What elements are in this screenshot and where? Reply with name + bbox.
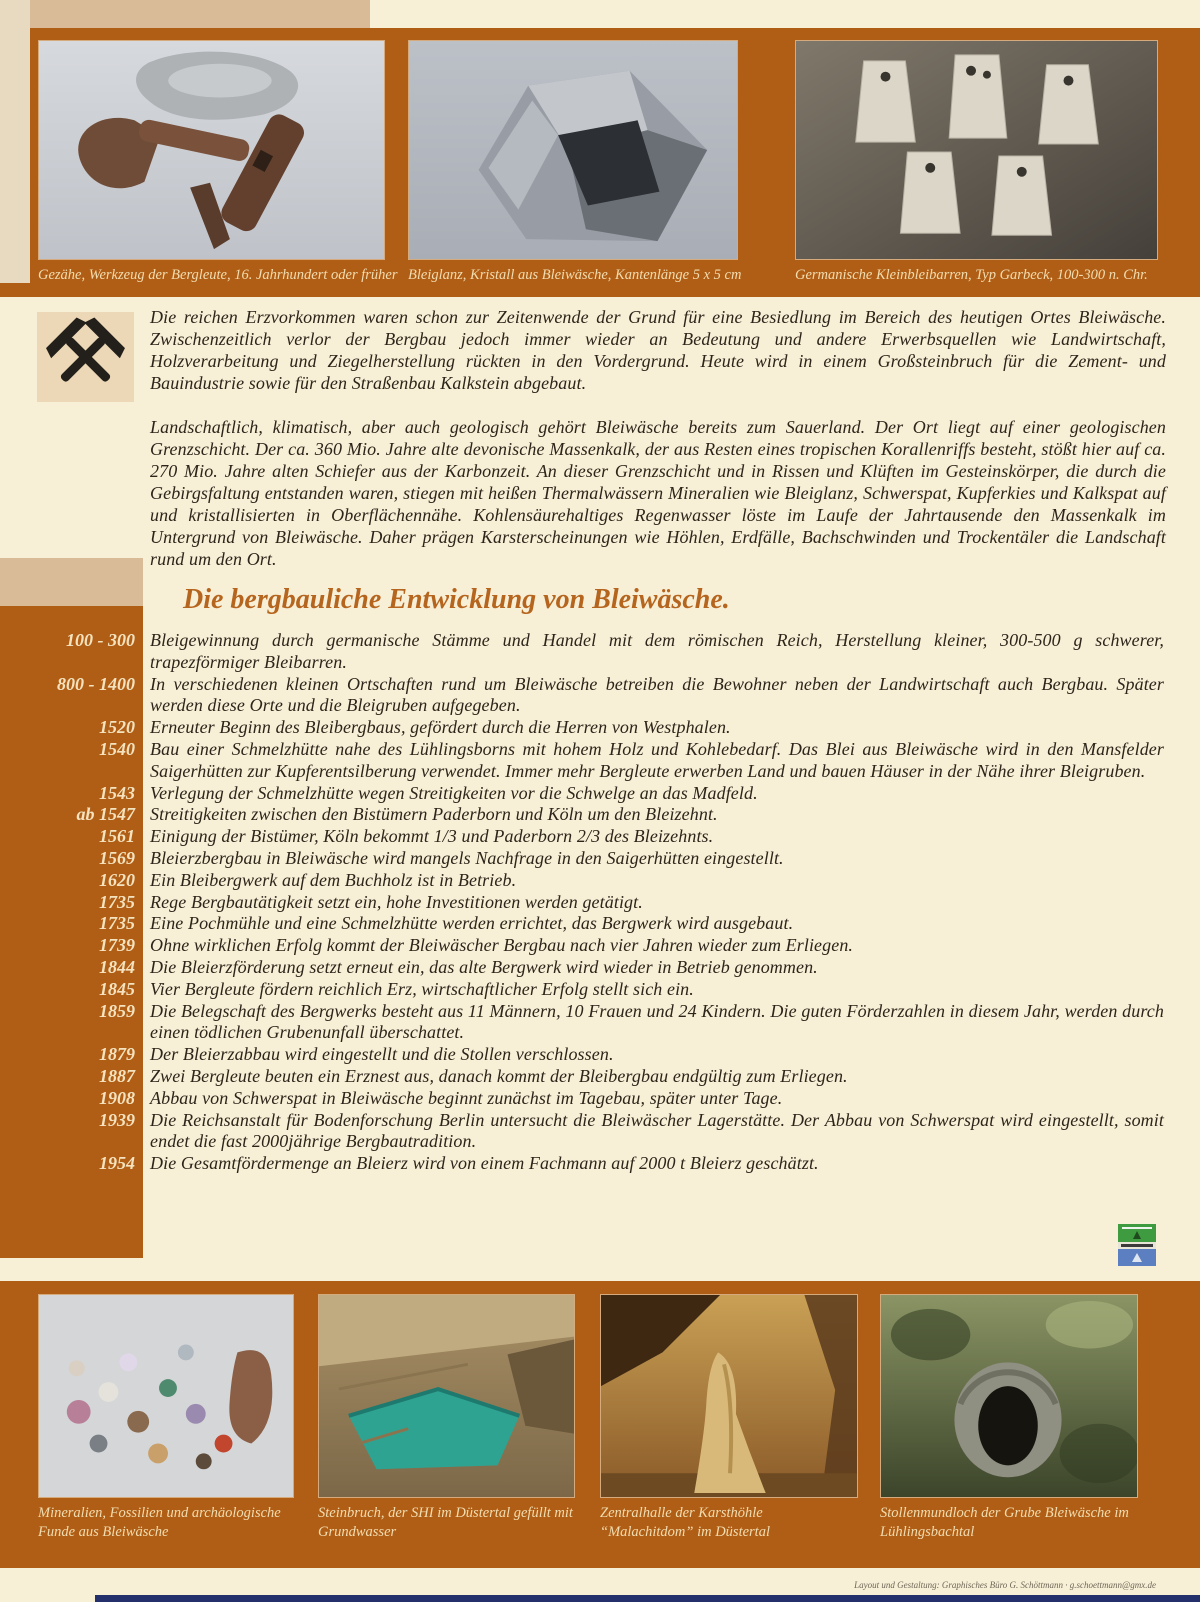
timeline-text: Rege Bergbautätigkeit setzt ein, hohe Investitionen werden getätigt.: [150, 891, 643, 912]
figure-bleiglanz: [408, 40, 742, 285]
timeline-year: 1543: [99, 782, 135, 803]
timeline-year: 1879: [99, 1044, 135, 1065]
adit-photo: [880, 1294, 1138, 1498]
timeline-year: 100 - 300: [66, 630, 135, 650]
timeline-row: [0, 1153, 1200, 1175]
timeline-text: Erneuter Beginn des Bleibergbaus, gefördert durch die Herren von Westphalen.: [150, 717, 731, 738]
timeline-year: 1739: [99, 935, 135, 956]
figure-gezaehe: [38, 40, 398, 285]
timeline-text: Bleierzbergbau in Bleiwäsche wird mangels Nachfrage in den Saigerhütten eingestellt.: [150, 847, 784, 868]
timeline-text: Eine Pochmühle und eine Schmelzhütte werden errichtet, das Bergwerk wird ausgebaut.: [150, 913, 794, 934]
timeline-row: [0, 1088, 1200, 1110]
timeline-text: Zwei Bergleute beuten ein Erznest aus, danach kommt der Bleibergbau endgültig zum Erliegen.: [150, 1065, 848, 1086]
photo-caption: Germanische Kleinbleibarren, Typ Garbeck, 100-300 n. Chr.: [795, 267, 1148, 283]
timeline-row: [0, 935, 1200, 957]
timeline-year: 1939: [99, 1109, 135, 1130]
timeline-text: Ohne wirklichen Erfolg kommt der Bleiwäscher Bergbau nach vier Jahren wieder zum Erliegen.: [150, 935, 854, 956]
timeline-row: [0, 804, 1200, 826]
photo-caption: Zentralhalle der Karsthöhle “Malachitdom” im Düstertal: [600, 1505, 770, 1540]
timeline-text: Die Gesamtfördermenge an Bleierz wird von einem Fachmann auf 2000 t Bleierz geschätzt.: [150, 1153, 819, 1174]
top-photo-band: [0, 28, 1200, 297]
timeline-year: 1620: [99, 869, 135, 890]
gezaehe-tools-photo: [38, 40, 385, 260]
minerals-finds-photo: [38, 1294, 294, 1498]
figure-cave: [600, 1294, 858, 1542]
intro-paragraph-1: Die reichen Erzvorkommen waren schon zur Zeitenwende der Grund für eine Besiedlung im Bereich des heutigen Ortes Bleiwäsche. Zwischenzeitlich verlor der Bergbau jedoch immer wieder an Bedeutung und andere Erwerbsquellen wie Landwirtschaft, Holzverarbeitung und Ziegelherstellung rückten in den Vordergrund. Heute wird in einem Großsteinbruch für die Zement- und Bauindustrie sowie für den Straßenbau Kalkstein abgebaut.: [150, 307, 1166, 393]
municipal-crest-logo: [1118, 1224, 1156, 1266]
timeline-text: Die Reichsanstalt für Bodenforschung Berlin untersucht die Bleiwäscher Lagerstätte. Der Abbau von Schwerspat wird eingestellt, somit endet die fast 2000jährige Bergbautradition.: [150, 1109, 1164, 1152]
timeline-text: Verlegung der Schmelzhütte wegen Streitigkeiten vor die Schwelge an das Madfeld.: [150, 782, 758, 803]
bottom-photo-band: [0, 1281, 1200, 1568]
photo-caption: Stollenmundloch der Grube Bleiwäsche im Lühlingsbachtal: [880, 1505, 1129, 1540]
photo-caption: Gezähe, Werkzeug der Bergleute, 16. Jahrhundert oder früher: [38, 267, 398, 283]
left-edge-column: [0, 0, 30, 283]
timeline-row: [0, 1001, 1200, 1045]
timeline-year: 1845: [99, 978, 135, 999]
figure-minerals: [38, 1294, 294, 1542]
figure-bleibarren: [795, 40, 1158, 285]
photo-caption: Mineralien, Fossilien und archäologische Funde aus Bleiwäsche: [38, 1505, 281, 1540]
timeline-row: [0, 957, 1200, 979]
bleiglanz-crystal-photo: [408, 40, 738, 260]
timeline-text: Einigung der Bistümer, Köln bekommt 1/3 und Paderborn 2/3 des Bleizehnts.: [150, 826, 714, 847]
timeline-row: [0, 848, 1200, 870]
timeline-row: [0, 1044, 1200, 1066]
figure-quarry: [318, 1294, 575, 1542]
timeline-year: 1844: [99, 956, 135, 977]
credit-line: Layout und Gestaltung: Graphisches Büro G. Schöttmann · g.schoettmann@gmx.de: [854, 1580, 1156, 1590]
quarry-photo: [318, 1294, 575, 1498]
timeline-year: 1908: [99, 1087, 135, 1108]
figure-adit: [880, 1294, 1138, 1542]
timeline-year: 1520: [99, 717, 135, 738]
timeline-row: [0, 913, 1200, 935]
timeline-text: Streitigkeiten zwischen den Bistümern Paderborn und Köln um den Bleizehnt.: [150, 804, 718, 825]
bleibarren-ingots-photo: [795, 40, 1158, 260]
timeline-year: 1569: [99, 847, 135, 868]
intro-section: [0, 306, 1200, 592]
corner-tan-block: [30, 0, 370, 28]
timeline-text: Abbau von Schwerspat in Bleiwäsche beginnt zunächst im Tagebau, später unter Tage.: [150, 1087, 783, 1108]
cave-photo: [600, 1294, 858, 1498]
timeline-year: 1887: [99, 1065, 135, 1086]
timeline-row: [0, 826, 1200, 848]
icon-box: [37, 312, 134, 402]
timeline-year: 1735: [99, 913, 135, 934]
timeline-row: [0, 1066, 1200, 1088]
footer-navy-bar: [95, 1595, 1200, 1602]
timeline-year: 1561: [99, 826, 135, 847]
timeline-year: 800 - 1400: [57, 673, 135, 694]
timeline-year: ab 1547: [76, 804, 135, 825]
timeline-text: Vier Bergleute fördern reichlich Erz, wirtschaftlicher Erfolg stellt sich ein.: [150, 978, 694, 999]
timeline-row: [0, 1110, 1200, 1154]
timeline-row: [0, 979, 1200, 1001]
timeline-year: 1954: [99, 1153, 135, 1174]
timeline-text: Bau einer Schmelzhütte nahe des Lühlingsborns mit hohem Holz und Kohlebedarf. Das Blei aus Bleiwäsche wird in den Mansfelder Saigerhütten zur Kupferentsilberung verwendet. Immer mehr Bergleute erwerben Land und bauen Häuser in der Nähe ihrer Bleigruben.: [150, 738, 1164, 781]
timeline-row: [0, 783, 1200, 805]
timeline-text: Die Belegschaft des Bergwerks besteht aus 11 Männern, 10 Frauen und 24 Kindern. Die guten Förderzahlen in diesem Jahr, werden durch einen tödlichen Grubenunfall überschattet.: [150, 1000, 1164, 1043]
timeline: [0, 630, 1200, 1175]
timeline-text: Der Bleierzabbau wird eingestellt und die Stollen verschlossen.: [150, 1044, 614, 1065]
timeline-row: [0, 870, 1200, 892]
timeline-heading: Die bergbauliche Entwicklung von Bleiwäsche.: [183, 584, 730, 615]
photo-caption: Steinbruch, der SHI im Düstertal gefüllt mit Grundwasser: [318, 1505, 573, 1540]
timeline-year: 1540: [99, 738, 135, 759]
timeline-text: Die Bleierzförderung setzt erneut ein, das alte Bergwerk wird wieder in Betrieb genommen.: [150, 956, 818, 977]
timeline-year: 1735: [99, 891, 135, 912]
timeline-row: [0, 892, 1200, 914]
intro-paragraph-2: Landschaftlich, klimatisch, aber auch geologisch gehört Bleiwäsche bereits zum Sauerland. Der Ort liegt auf einer geologischen Grenzschicht. Der ca. 360 Mio. Jahre alte devonische Massenkalk, der aus Resten eines tropischen Korallenriffs besteht, stößt hier auf ca. 270 Mio. Jahre alten Schiefer aus der Karbonzeit. An dieser Grenzschicht und in Rissen und Klüften im Gesteinskörper, die durch die Gebirgsfaltung entstanden waren, stiegen mit heißen Thermalwässern Mineralien wie Bleiglanz, Schwerspat, Kupferkies und Kalkspat auf und kristallisierten in Oberflächennähe. Kohlensäurehaltiges Regenwasser löste im Laufe der Jahrtausende den Massenkalk im Untergrund von Bleiwäsche. Daher prägen Karsterscheinungen wie Höhlen, Erdfälle, Bachschwinden und Trockentäler die Landschaft rund um den Ort.: [150, 417, 1166, 569]
timeline-row: [0, 630, 1200, 674]
timeline-text: Ein Bleibergwerk auf dem Buchholz ist in Betrieb.: [150, 869, 517, 890]
timeline-row: [0, 739, 1200, 783]
timeline-year: 1859: [99, 1000, 135, 1021]
timeline-row: [0, 674, 1200, 718]
timeline-row: [0, 717, 1200, 739]
timeline-text: In verschiedenen kleinen Ortschaften rund um Bleiwäsche betreiben die Bewohner neben der Landwirtschaft auch Bergbau. Später werden diese Orte und die Bleigruben aufgegeben.: [150, 673, 1164, 716]
crossed-mining-hammers-icon: [37, 312, 134, 402]
timeline-text: Bleigewinnung durch germanische Stämme und Handel mit dem römischen Reich, Herstellung kleiner, 300-500 g schwerer, trapezförmiger Bleibarren.: [150, 630, 1164, 672]
photo-caption: Bleiglanz, Kristall aus Bleiwäsche, Kantenlänge 5 x 5 cm: [408, 267, 742, 283]
